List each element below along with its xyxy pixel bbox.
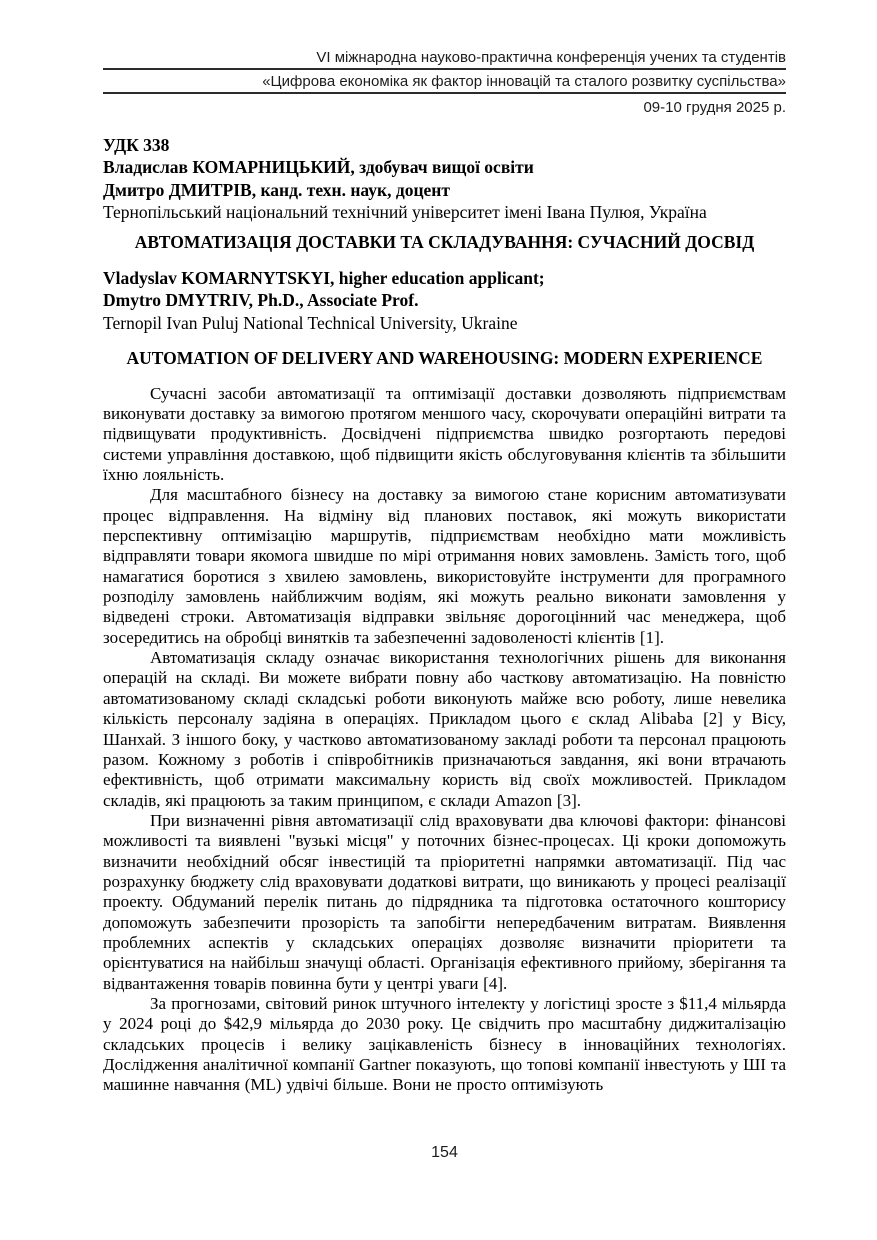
header-conference-title: VI міжнародна науково-практична конференція учених та студентів [103, 48, 786, 70]
author-uk-2: Дмитро ДМИТРІВ, канд. техн. наук, доцент [103, 179, 450, 200]
article-content [103, 134, 786, 1096]
affiliation-en: Ternopil Ivan Puluj National Technical University, Ukraine [103, 312, 518, 333]
author-en-1: Vladyslav KOMARNYTSKYI, higher education applicant; [103, 268, 545, 289]
body-paragraph: За прогнозами, світовий ринок штучного інтелекту у логістиці зросте з $11,4 мільярда у 2024 році до $42,9 мільярда до 2030 року. Це свідчить про масштабну диджиталізацію складських процесів і велику зацікавленість бізнесу в інноваційних технологіях. Дослідження аналітичної компанії Gartner показують, що топові компанії інвестують у ШІ та машинне навчання (ML) удвічі більше. Вони не просто оптимізують [103, 993, 786, 1095]
authors-block-uk [103, 134, 786, 224]
body-paragraph: Для масштабного бізнесу на доставку за вимогою стане корисним автоматизувати процес відправлення. На відміну від планових поставок, які можуть використати перспективну оптимізацію маршрутів, підприємствам необхідно мати можливість відправляти товари якомога швидше по мірі отримання нових замовлень. Замість того, щоб намагатися боротися з хвилею замовлень, використовуйте інструменти для програмного розподілу замовлень найближчим водіям, які можуть реально виконати замовлення у відведені строки. Автоматизація відправки звільняє дорогоцінний час менеджера, щоб зосередитись на обробці винятків та забезпеченні задоволеності клієнтів [1]. [103, 485, 786, 647]
header-conference-theme: «Цифрова економіка як фактор інновацій та сталого розвитку суспільства» [103, 72, 786, 94]
author-uk-1: Владислав КОМАРНИЦЬКИЙ, здобувач вищої освіти [103, 157, 534, 178]
article-body [103, 384, 786, 1096]
author-en-2: Dmytro DMYTRIV, Ph.D., Associate Prof. [103, 290, 419, 311]
header-date: 09-10 грудня 2025 р. [643, 99, 786, 116]
affiliation-uk: Тернопільський національний технічний університет імені Івана Пулюя, Україна [103, 202, 707, 223]
body-paragraph: Автоматизація складу означає використання технологічних рішень для виконання операцій на складі. Ви можете вибрати повну або часткову автоматизацію. На повністю автоматизованому складі складські роботи виконують майже всю роботу, лише невелика кількість персоналу задіяна в операціях. Прикладом цього є склад Alibaba [2] у Вісу, Шанхай. З іншого боку, у частково автоматизованому закладі роботи та персонал працюють разом. Кожному з роботів і співробітників призначаються завдання, які вони втрачають ефективність, щоб отримати максимальну користь від своїх можливостей. Прикладом складів, які працюють за таким принципом, є склади Amazon [3]. [103, 648, 786, 810]
page-number: 154 [431, 1144, 458, 1161]
article-title-en: AUTOMATION OF DELIVERY AND WAREHOUSING: MODERN EXPERIENCE [126, 348, 763, 369]
conference-header [103, 48, 786, 117]
article-title-uk: АВТОМАТИЗАЦІЯ ДОСТАВКИ ТА СКЛАДУВАННЯ: СУЧАСНИЙ ДОСВІД [134, 231, 755, 252]
udc-code: УДК 338 [103, 135, 170, 155]
body-paragraph: Сучасні засоби автоматизації та оптимізації доставки дозволяють підприємствам виконувати доставку за вимогою протягом меншого часу, скорочувати операційні витрати та підвищувати продуктивність. Досвідчені підприємства швидко розгортають передові системи управління доставкою, щоб підвищити якість обслуговування клієнтів та збільшити їхню лояльність. [103, 383, 786, 485]
body-paragraph: При визначенні рівня автоматизації слід враховувати два ключові фактори: фінансові можливості та виявлені "вузькі місця" у поточних бізнес-процесах. Ці кроки допоможуть визначити необхідний обсяг інвестицій та пріоритетні напрямки автоматизації. Під час розрахунку бюджету слід враховувати додаткові витрати, що виникають у процесі реалізації проекту. Обдуманий перелік питань до підрядника та підготовка остаточного кошторису допоможуть забезпечити прозорість та запобігти непередбаченим витратам. Виявлення проблемних аспектів у складських операціях дозволяє визначити пріоритети та орієнтуватися на найбільш значущі області. Організація ефективного прийому, зберігання та відвантаження товарів повинна бути у центрі уваги [4]. [103, 810, 786, 993]
page-footer [103, 1144, 786, 1162]
authors-block-en [103, 267, 786, 334]
